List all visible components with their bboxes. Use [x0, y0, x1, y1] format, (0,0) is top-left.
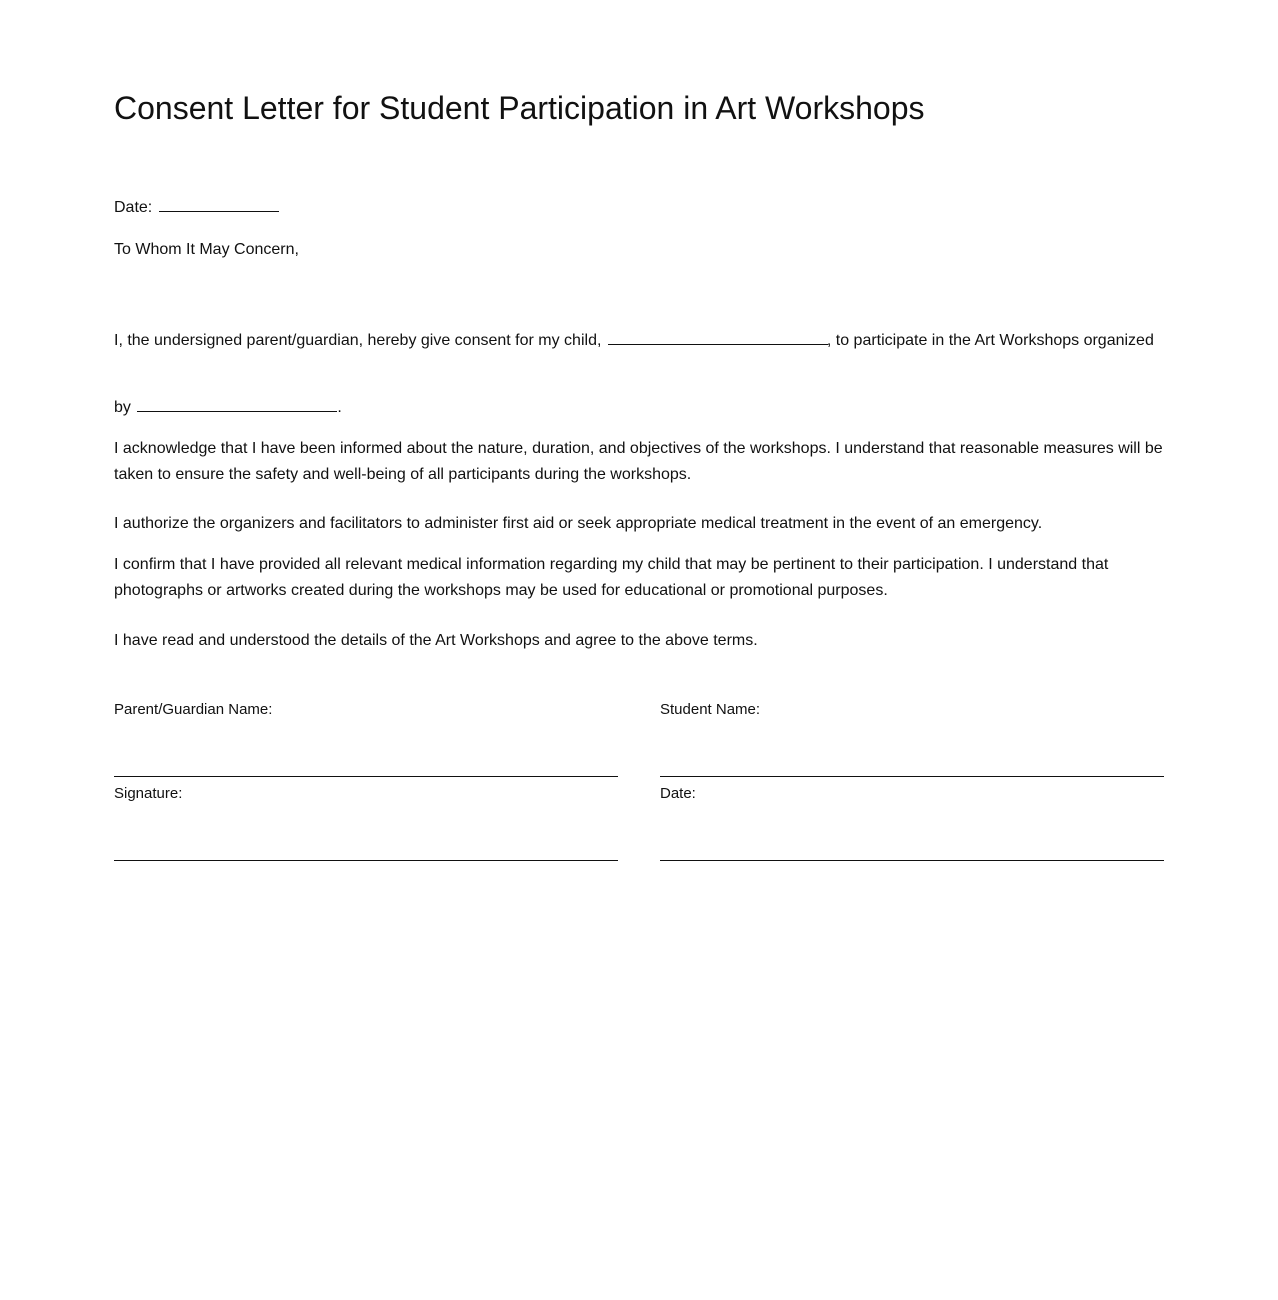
sign-date-field[interactable]: [660, 860, 1164, 861]
date-line: [114, 195, 1174, 221]
salutation: To Whom It May Concern,: [114, 241, 299, 258]
signature-field[interactable]: [114, 860, 618, 861]
consent-text-2: , to participate in the Art Workshops organized: [826, 332, 1154, 349]
consent-text: I, the undersigned parent/guardian, hereby give consent for my child,: [114, 332, 602, 349]
paragraph-agree: I have read and understood the details of the Art Workshops and agree to the above terms.: [114, 632, 758, 649]
paragraph-authorize: I authorize the organizers and facilitators to administer first aid or seek appropriate medical treatment in the event of an emergency.: [114, 515, 1043, 532]
signature-label: Signature:: [114, 785, 183, 802]
date-blank[interactable]: [159, 197, 279, 212]
period: .: [337, 399, 342, 416]
by-text: by: [114, 399, 131, 416]
date-label: Date:: [114, 199, 153, 216]
organizer-line: [114, 395, 1174, 421]
student-name-field[interactable]: [660, 776, 1164, 777]
organizer-blank[interactable]: [137, 397, 337, 412]
sign-date-label: Date:: [660, 785, 696, 802]
consent-line: [114, 328, 1174, 354]
parent-name-label: Parent/Guardian Name:: [114, 701, 273, 718]
parent-name-field[interactable]: [114, 776, 618, 777]
paragraph-confirm: I confirm that I have provided all relevant medical information regarding my child that may be pertinent to their participation. I understand that photographs or artworks created during the workshops may be used for educational or promotional purposes.: [114, 556, 1109, 599]
student-name-label: Student Name:: [660, 701, 761, 718]
page-title: Consent Letter for Student Participation in Art Workshops: [114, 90, 925, 126]
paragraph-acknowledge: I acknowledge that I have been informed about the nature, duration, and objectives of the workshops. I understand that reasonable measures will be taken to ensure the safety and well-being of all participants during the workshops.: [114, 440, 1163, 483]
child-name-blank[interactable]: [608, 330, 828, 345]
